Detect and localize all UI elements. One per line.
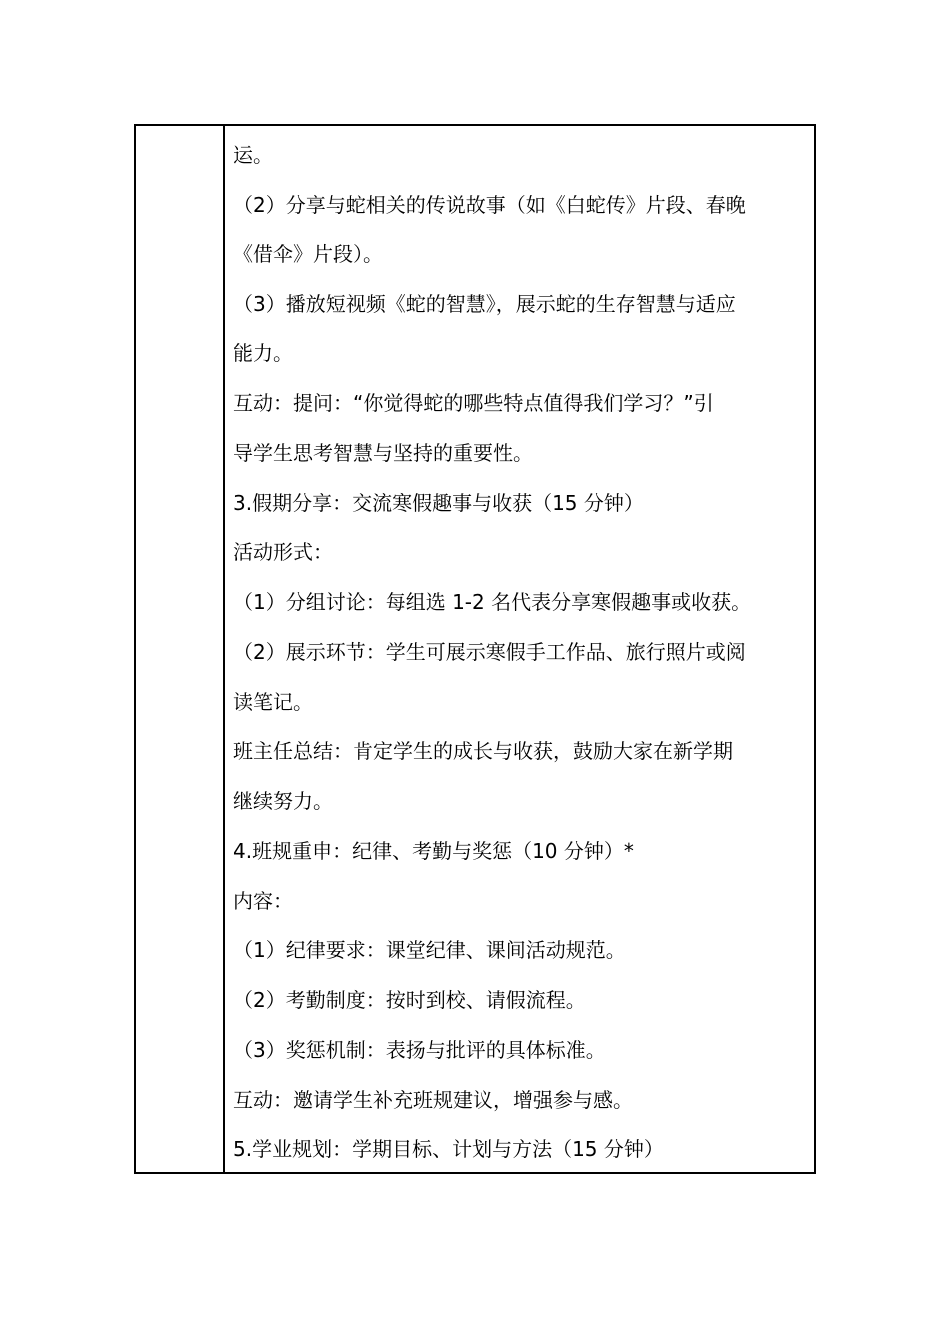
text-line: 《借伞》片段）。: [233, 242, 383, 266]
text-line: 内容：: [233, 889, 293, 913]
text-line: （1）分组讨论：每组选 1-2 名代表分享寒假趣事或收获。: [233, 590, 752, 614]
text-line: 能力。: [233, 341, 293, 365]
section-heading: 5.学业规划：学期目标、计划与方法（15 分钟）: [233, 1137, 664, 1161]
text-line: 继续努力。: [233, 789, 333, 813]
text-line: 互动：邀请学生补充班规建议，增强参与感。: [233, 1088, 633, 1112]
text-line: （1）纪律要求：课堂纪律、课间活动规范。: [233, 938, 626, 962]
text-line: 活动形式：: [233, 540, 333, 564]
text-line: 导学生思考智慧与坚持的重要性。: [233, 441, 533, 465]
text-line: 班主任总结：肯定学生的成长与收获，鼓励大家在新学期: [233, 739, 733, 763]
lesson-plan-table: [134, 124, 816, 1174]
text-line: （2）考勤制度：按时到校、请假流程。: [233, 988, 586, 1012]
text-line: 互动：提问：“你觉得蛇的哪些特点值得我们学习？”引: [233, 391, 714, 415]
table-left-cell: [136, 126, 225, 1172]
text-line: （2）分享与蛇相关的传说故事（如《白蛇传》片段、春晚: [233, 193, 746, 217]
section-heading: 3.假期分享：交流寒假趣事与收获（15 分钟）: [233, 491, 644, 515]
table-content-cell: [225, 126, 814, 1172]
text-line: （2）展示环节：学生可展示寒假手工作品、旅行照片或阅: [233, 640, 746, 664]
text-line: （3）奖惩机制：表扬与批评的具体标准。: [233, 1038, 606, 1062]
text-line: 读笔记。: [233, 690, 313, 714]
text-line: （3）播放短视频《蛇的智慧》，展示蛇的生存智慧与适应: [233, 292, 736, 316]
section-heading: 4.班规重申：纪律、考勤与奖惩（10 分钟）*: [233, 839, 634, 863]
text-line: 运。: [233, 143, 273, 167]
